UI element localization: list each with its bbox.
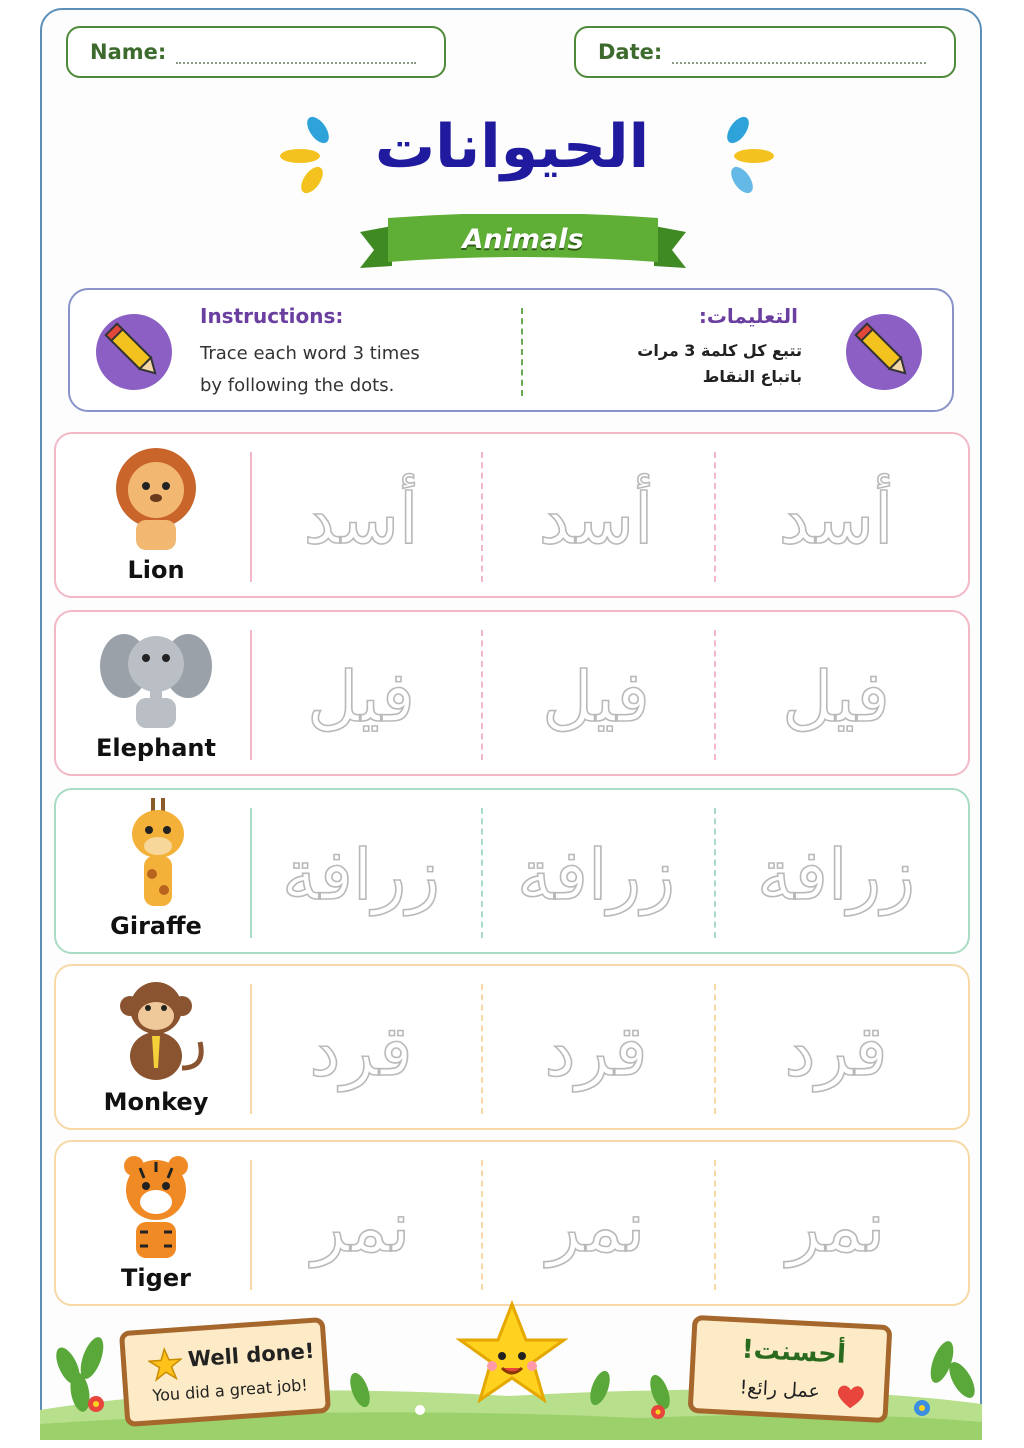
trace-word[interactable]: أسد xyxy=(778,478,894,560)
well-done-subtitle: You did a great job! xyxy=(151,1375,309,1406)
trace-word[interactable]: فيل xyxy=(542,656,650,738)
monkey-icon xyxy=(96,972,216,1090)
column-divider xyxy=(714,1160,716,1290)
column-divider xyxy=(714,984,716,1114)
trace-word[interactable]: قرد xyxy=(784,1010,888,1092)
footer-scene xyxy=(40,1300,982,1440)
name-field[interactable] xyxy=(66,26,446,78)
instructions-line2-en: by following the dots. xyxy=(200,375,395,396)
animal-name-label: Tiger xyxy=(121,1264,191,1292)
name-label: Name: xyxy=(90,40,167,64)
well-done-sign xyxy=(119,1317,331,1427)
column-divider xyxy=(481,1160,483,1290)
instructions-divider xyxy=(521,308,523,396)
column-divider xyxy=(481,808,483,938)
instructions-line2-ar: باتباع النقاط xyxy=(702,367,802,386)
column-divider xyxy=(250,452,252,582)
animal-name-label: Monkey xyxy=(103,1088,209,1116)
excellent-title-ar: أحسنت! xyxy=(741,1334,847,1370)
instructions-title-en: Instructions: xyxy=(200,304,344,328)
trace-word[interactable]: زرافة xyxy=(756,834,916,916)
tiger-icon xyxy=(96,1148,216,1266)
tracing-row-giraffe xyxy=(54,788,970,954)
date-dotted-line xyxy=(672,52,926,64)
title-ribbon xyxy=(360,214,686,272)
column-divider xyxy=(714,808,716,938)
well-done-title: Well done! xyxy=(187,1338,316,1372)
trace-word[interactable]: قرد xyxy=(309,1010,413,1092)
column-divider xyxy=(714,452,716,582)
instructions-line1-ar: تتبع كل كلمة 3 مرات xyxy=(637,341,802,360)
trace-word[interactable]: أسد xyxy=(303,478,419,560)
giraffe-icon xyxy=(96,796,216,914)
trace-word[interactable]: نمر xyxy=(546,1186,646,1268)
trace-word[interactable]: نمر xyxy=(786,1186,886,1268)
instructions-panel xyxy=(68,288,954,412)
trace-word[interactable]: قرد xyxy=(544,1010,648,1092)
animal-name-label: Elephant xyxy=(96,734,216,762)
date-field[interactable] xyxy=(574,26,956,78)
tracing-row-elephant xyxy=(54,610,970,776)
instructions-text-en xyxy=(200,338,500,402)
name-dotted-line xyxy=(176,52,416,64)
small-star-icon xyxy=(147,1346,183,1382)
column-divider xyxy=(250,808,252,938)
column-divider xyxy=(250,1160,252,1290)
trace-word[interactable]: زرافة xyxy=(516,834,676,916)
instructions-line1-en: Trace each word 3 times xyxy=(200,343,420,364)
column-divider xyxy=(481,630,483,760)
trace-word[interactable]: زرافة xyxy=(281,834,441,916)
page-title-english: Animals xyxy=(462,224,584,255)
tracing-row-monkey xyxy=(54,964,970,1130)
tracing-row-lion xyxy=(54,432,970,598)
trace-word[interactable]: أسد xyxy=(538,478,654,560)
column-divider xyxy=(714,630,716,760)
excellent-sign-arabic xyxy=(688,1315,893,1423)
page-title-arabic: الحيوانات xyxy=(374,112,650,182)
column-divider xyxy=(250,630,252,760)
animal-name-label: Lion xyxy=(127,556,185,584)
column-divider xyxy=(250,984,252,1114)
trace-word[interactable]: نمر xyxy=(311,1186,411,1268)
smiling-star-icon xyxy=(452,1300,572,1410)
date-label: Date: xyxy=(598,40,663,64)
trace-word[interactable]: فيل xyxy=(307,656,415,738)
heart-icon xyxy=(835,1381,866,1411)
pencil-icon xyxy=(96,314,172,390)
trace-word[interactable]: فيل xyxy=(782,656,890,738)
instructions-text-ar xyxy=(562,338,802,390)
pencil-icon xyxy=(846,314,922,390)
lion-icon xyxy=(96,440,216,558)
column-divider xyxy=(481,452,483,582)
tracing-row-tiger xyxy=(54,1140,970,1306)
instructions-title-ar: التعليمات: xyxy=(698,304,798,328)
animal-name-label: Giraffe xyxy=(110,912,202,940)
elephant-icon xyxy=(96,618,216,736)
excellent-subtitle-ar: عمل رائع! xyxy=(739,1376,821,1403)
column-divider xyxy=(481,984,483,1114)
